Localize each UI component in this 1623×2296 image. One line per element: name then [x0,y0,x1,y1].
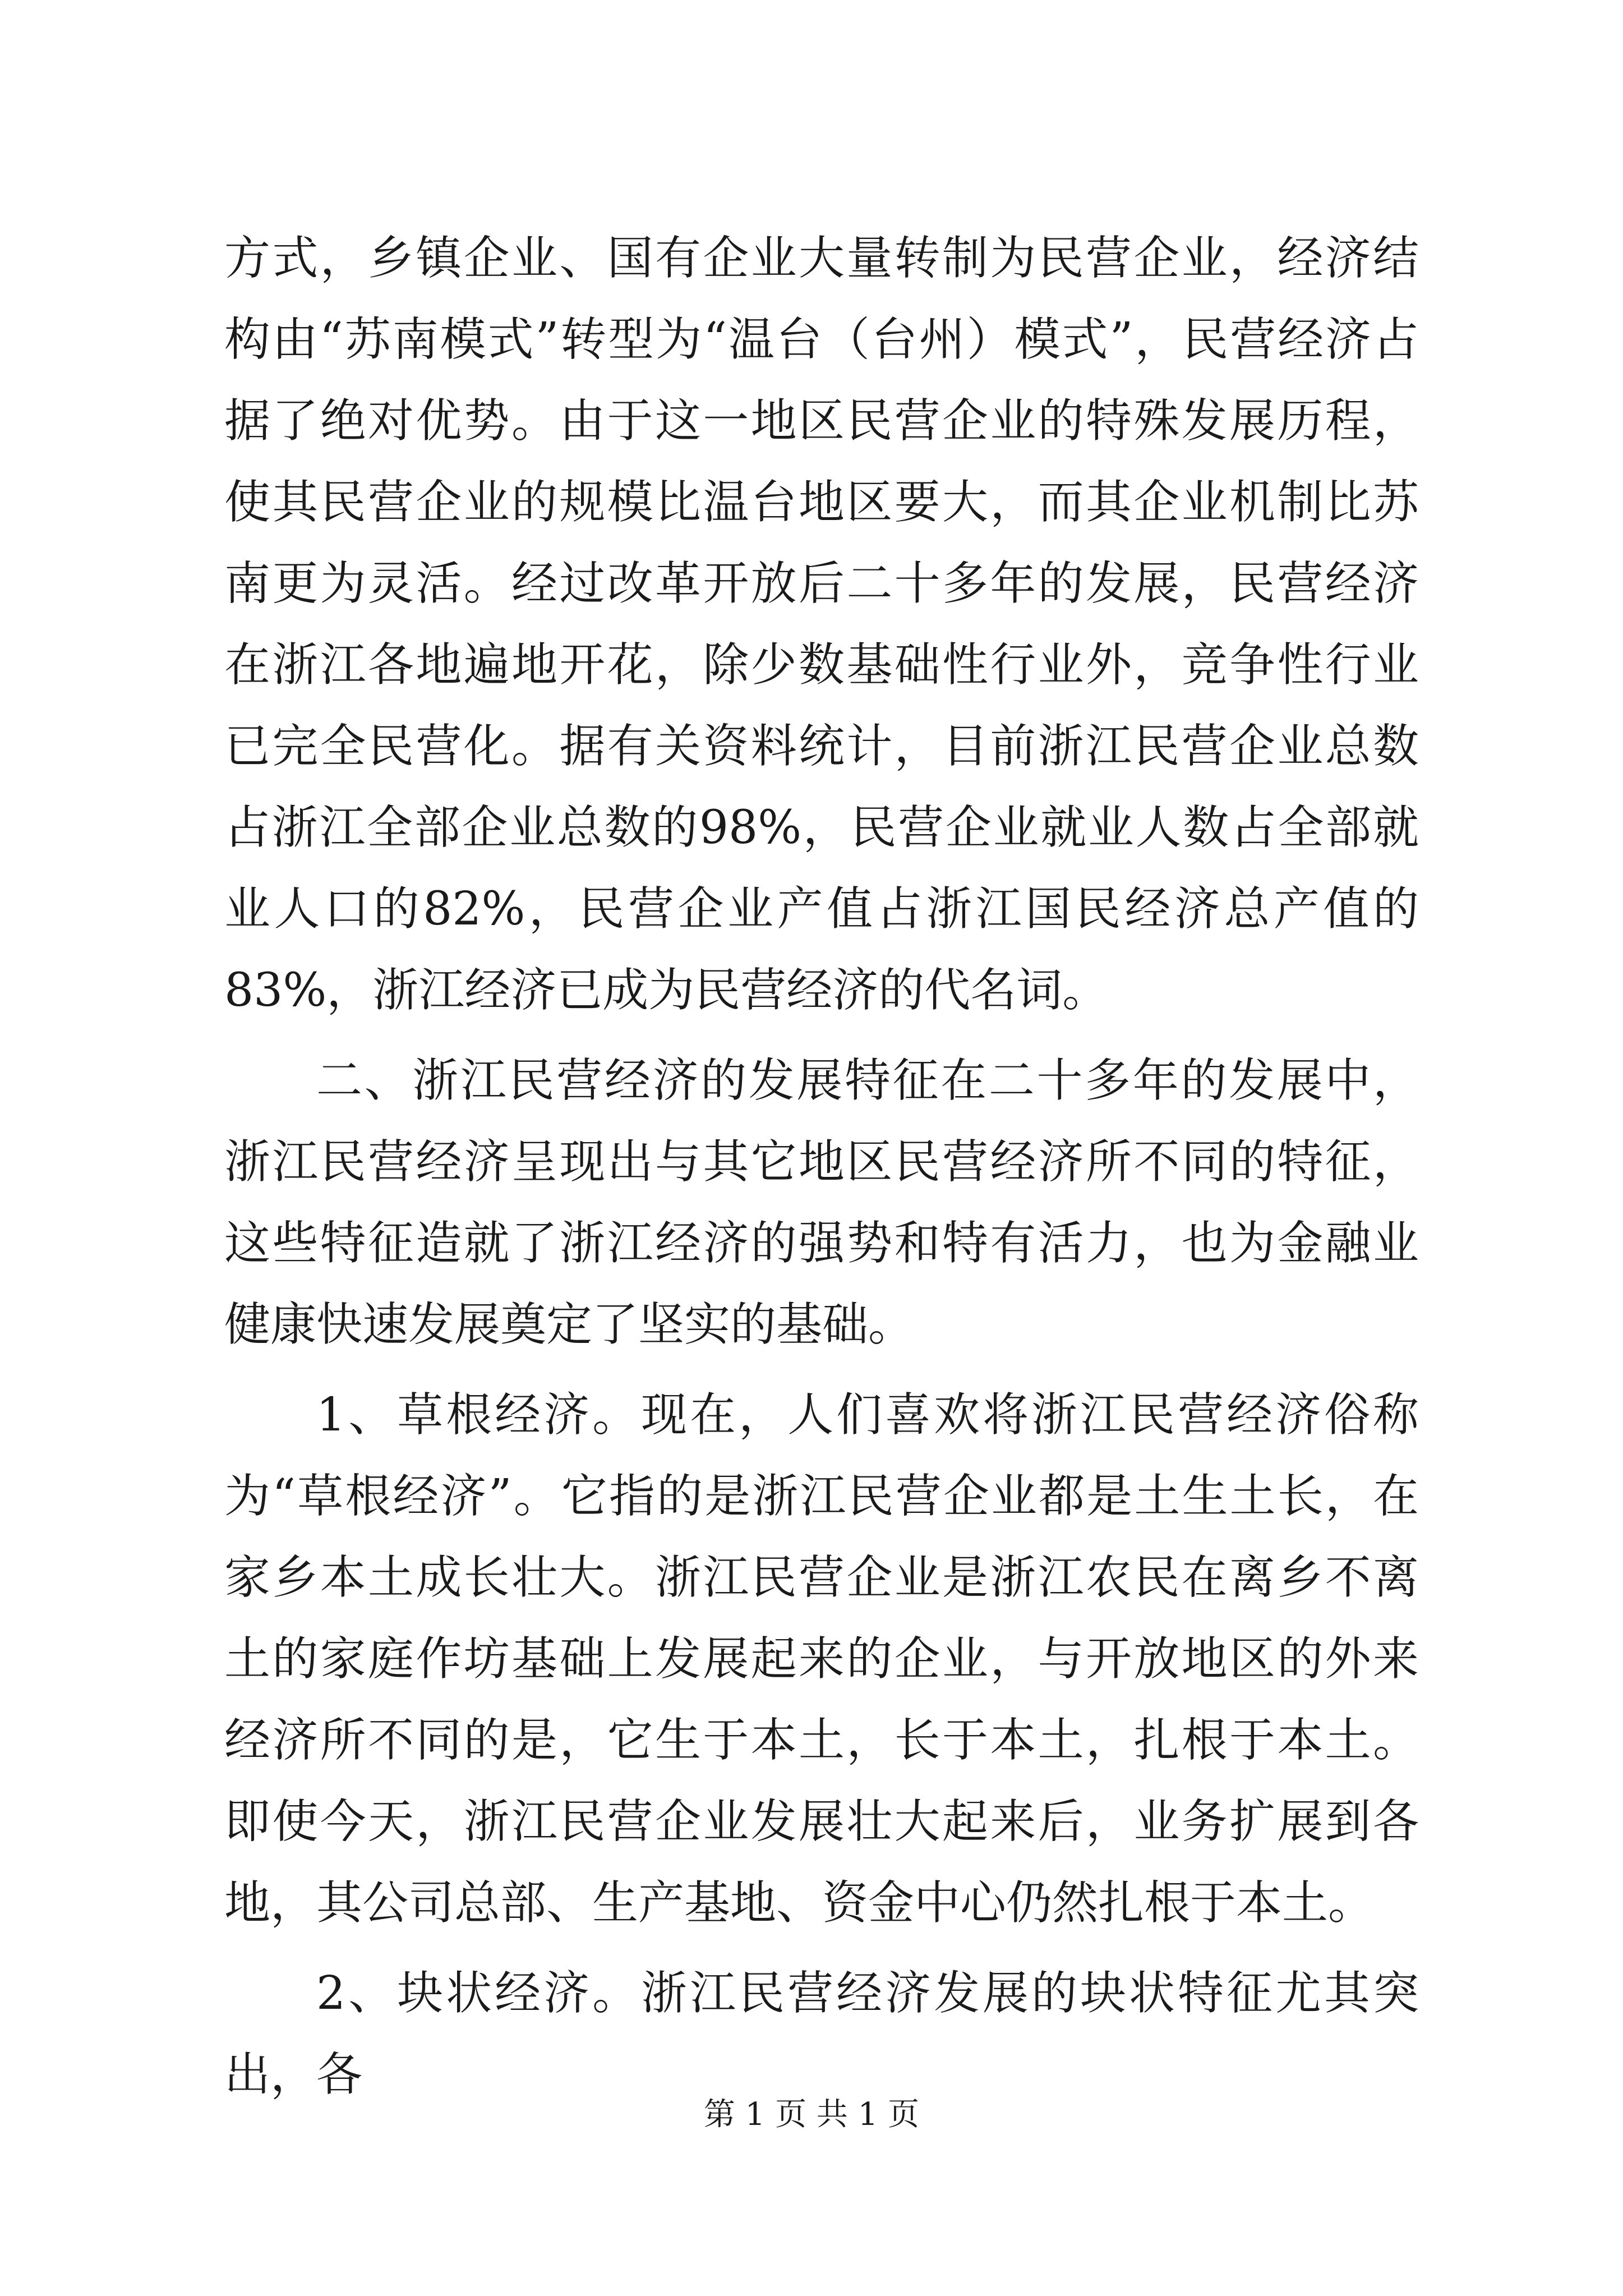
paragraph-continued: 方式，乡镇企业、国有企业大量转制为民营企业，经济结构由“苏南模式”转型为“温台（台州）模式”，民营经济占据了绝对优势。由于这一地区民营企业的特殊发展历程，使其民营企业的规模比温台地区要大，而其企业机制比苏南更为灵活。经过改革开放后二十多年的发展，民营经济在浙江各地遍地开花，除少数基础性行业外，竞争性行业已完全民营化。据有关资料统计，目前浙江民营企业总数占浙江全部企业总数的98%，民营企业就业人数占全部就业人口的82%，民营企业产值占浙江国民经济总产值的83%，浙江经济已成为民营经济的代名词。 [224,232,1419,1017]
paragraph-section-two: 二、浙江民营经济的发展特征在二十多年的发展中，浙江民营经济呈现出与其它地区民营经济所不同的特征，这些特征造就了浙江经济的强势和特有活力，也为金融业健康快速发展奠定了坚实的基础。 [224,1054,1419,1351]
paragraph-block-economy: 2、块状经济。浙江民营经济发展的块状特征尤其突出，各 [224,1967,1419,2101]
document-body [224,218,1419,2124]
page-footer: 第 1 页 共 1 页 [703,2096,920,2133]
paragraph-grassroots-economy: 1、草根经济。现在，人们喜欢将浙江民营经济俗称为“草根经济”。它指的是浙江民营企业都是土生土长，在家乡本土成长壮大。浙江民营企业是浙江农民在离乡不离土的家庭作坊基础上发展起来的企业，与开放地区的外来经济所不同的是，它生于本土，长于本土，扎根于本土。即使今天，浙江民营企业发展壮大起来后，业务扩展到各地，其公司总部、生产基地、资金中心仍然扎根于本土。 [224,1388,1419,1930]
